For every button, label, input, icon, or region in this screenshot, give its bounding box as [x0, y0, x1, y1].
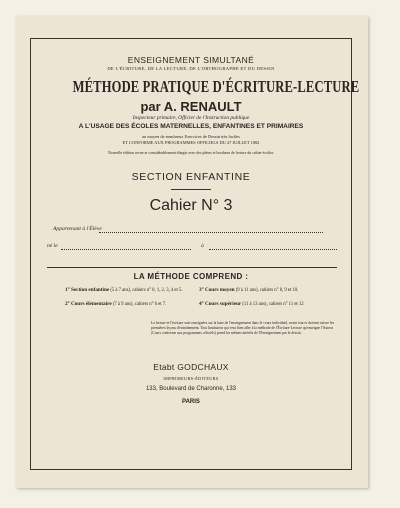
cover-frame	[30, 38, 360, 470]
course-item	[199, 287, 298, 294]
course-title: 2° Cours élémentaire	[65, 301, 112, 307]
enseignement-subheading: DE L'ÉCRITURE, DE LA LECTURE, DE L'ORTHOGRAPHE ET DU DESSIN	[107, 66, 275, 71]
enseignement-heading: ENSEIGNEMENT SIMULTANÉ	[127, 55, 255, 65]
author: par A. RENAULT	[140, 99, 242, 114]
usage-line: A L'USAGE DES ÉCOLES MATERNELLES, ENFANTINES ET PRIMAIRES	[78, 123, 304, 130]
usage-detail-1: au moyen de nombreux Exercices de Dessin très faciles	[142, 134, 240, 139]
author-title: Inspecteur primaire, Officier de l'Instruction publique	[132, 115, 250, 121]
publisher-address: 133, Boulevard de Charonne, 133	[145, 386, 237, 392]
cahier-number: Cahier N° 3	[149, 197, 233, 214]
section-title: SECTION ENFANTINE	[131, 171, 251, 183]
course-title: 1° Section enfantine	[65, 287, 110, 293]
appartenant-field[interactable]	[99, 232, 323, 233]
publisher-role: IMPRIMEURS-ÉDITEURS	[163, 376, 219, 381]
method-title: MÉTHODE PRATIQUE D'ÉCRITURE-LECTURE	[72, 77, 360, 96]
course-title: 3° Cours moyen	[199, 287, 235, 293]
ne-le-field[interactable]	[61, 249, 191, 250]
section-divider	[171, 189, 211, 190]
course-item	[65, 301, 166, 308]
appartenant-label: Appartenant à l'Élève	[53, 226, 102, 232]
publisher-city: PARIS	[182, 399, 200, 405]
course-item	[199, 301, 304, 308]
publisher-name: Etabt GODCHAUX	[153, 362, 229, 372]
course-detail: (5 à 7 ans), cahiers n° 0, 1, 2, 3, 4 et 5.	[110, 288, 183, 293]
course-detail: (11 à 13 ans), cahiers n° 11 et 12	[242, 302, 304, 307]
a-label: à	[201, 243, 204, 249]
course-detail: (7 à 9 ans), cahiers n° 6 et 7.	[112, 302, 167, 307]
edition-note: Nouvelle édition revue et considérablement élargie avec des pleins et bordures de lecture du cahier écolier.	[107, 151, 275, 155]
course-title: 4° Cours supérieur	[199, 301, 242, 307]
ne-le-label: né le	[47, 243, 58, 249]
usage-detail-2: ET CONFORME AUX PROGRAMMES OFFICIELS DU 27 JUILLET 1882	[122, 140, 260, 145]
methode-heading: LA MÉTHODE COMPREND :	[133, 272, 249, 281]
course-item	[65, 287, 183, 294]
a-field[interactable]	[209, 249, 337, 250]
notebook-cover	[16, 16, 368, 488]
methode-divider	[47, 267, 337, 268]
course-detail: (9 à 11 ans), cahiers n° 8, 9 et 10.	[235, 288, 299, 293]
methode-note: La lecture et l'écriture sont enseignées sur la base de l'enseignement dans le cours individuel, avant tout et doivent suivre les premières leçons d'entraînement. Tout Instituteur qui veut bien aller à la méthode de l'Écriture-Lecture qu'enseigne l'Auteur (Cours conforme aux programmes officiels) prend les mêmes intérêts de l'Enseignement par le dessin.	[151, 321, 335, 335]
